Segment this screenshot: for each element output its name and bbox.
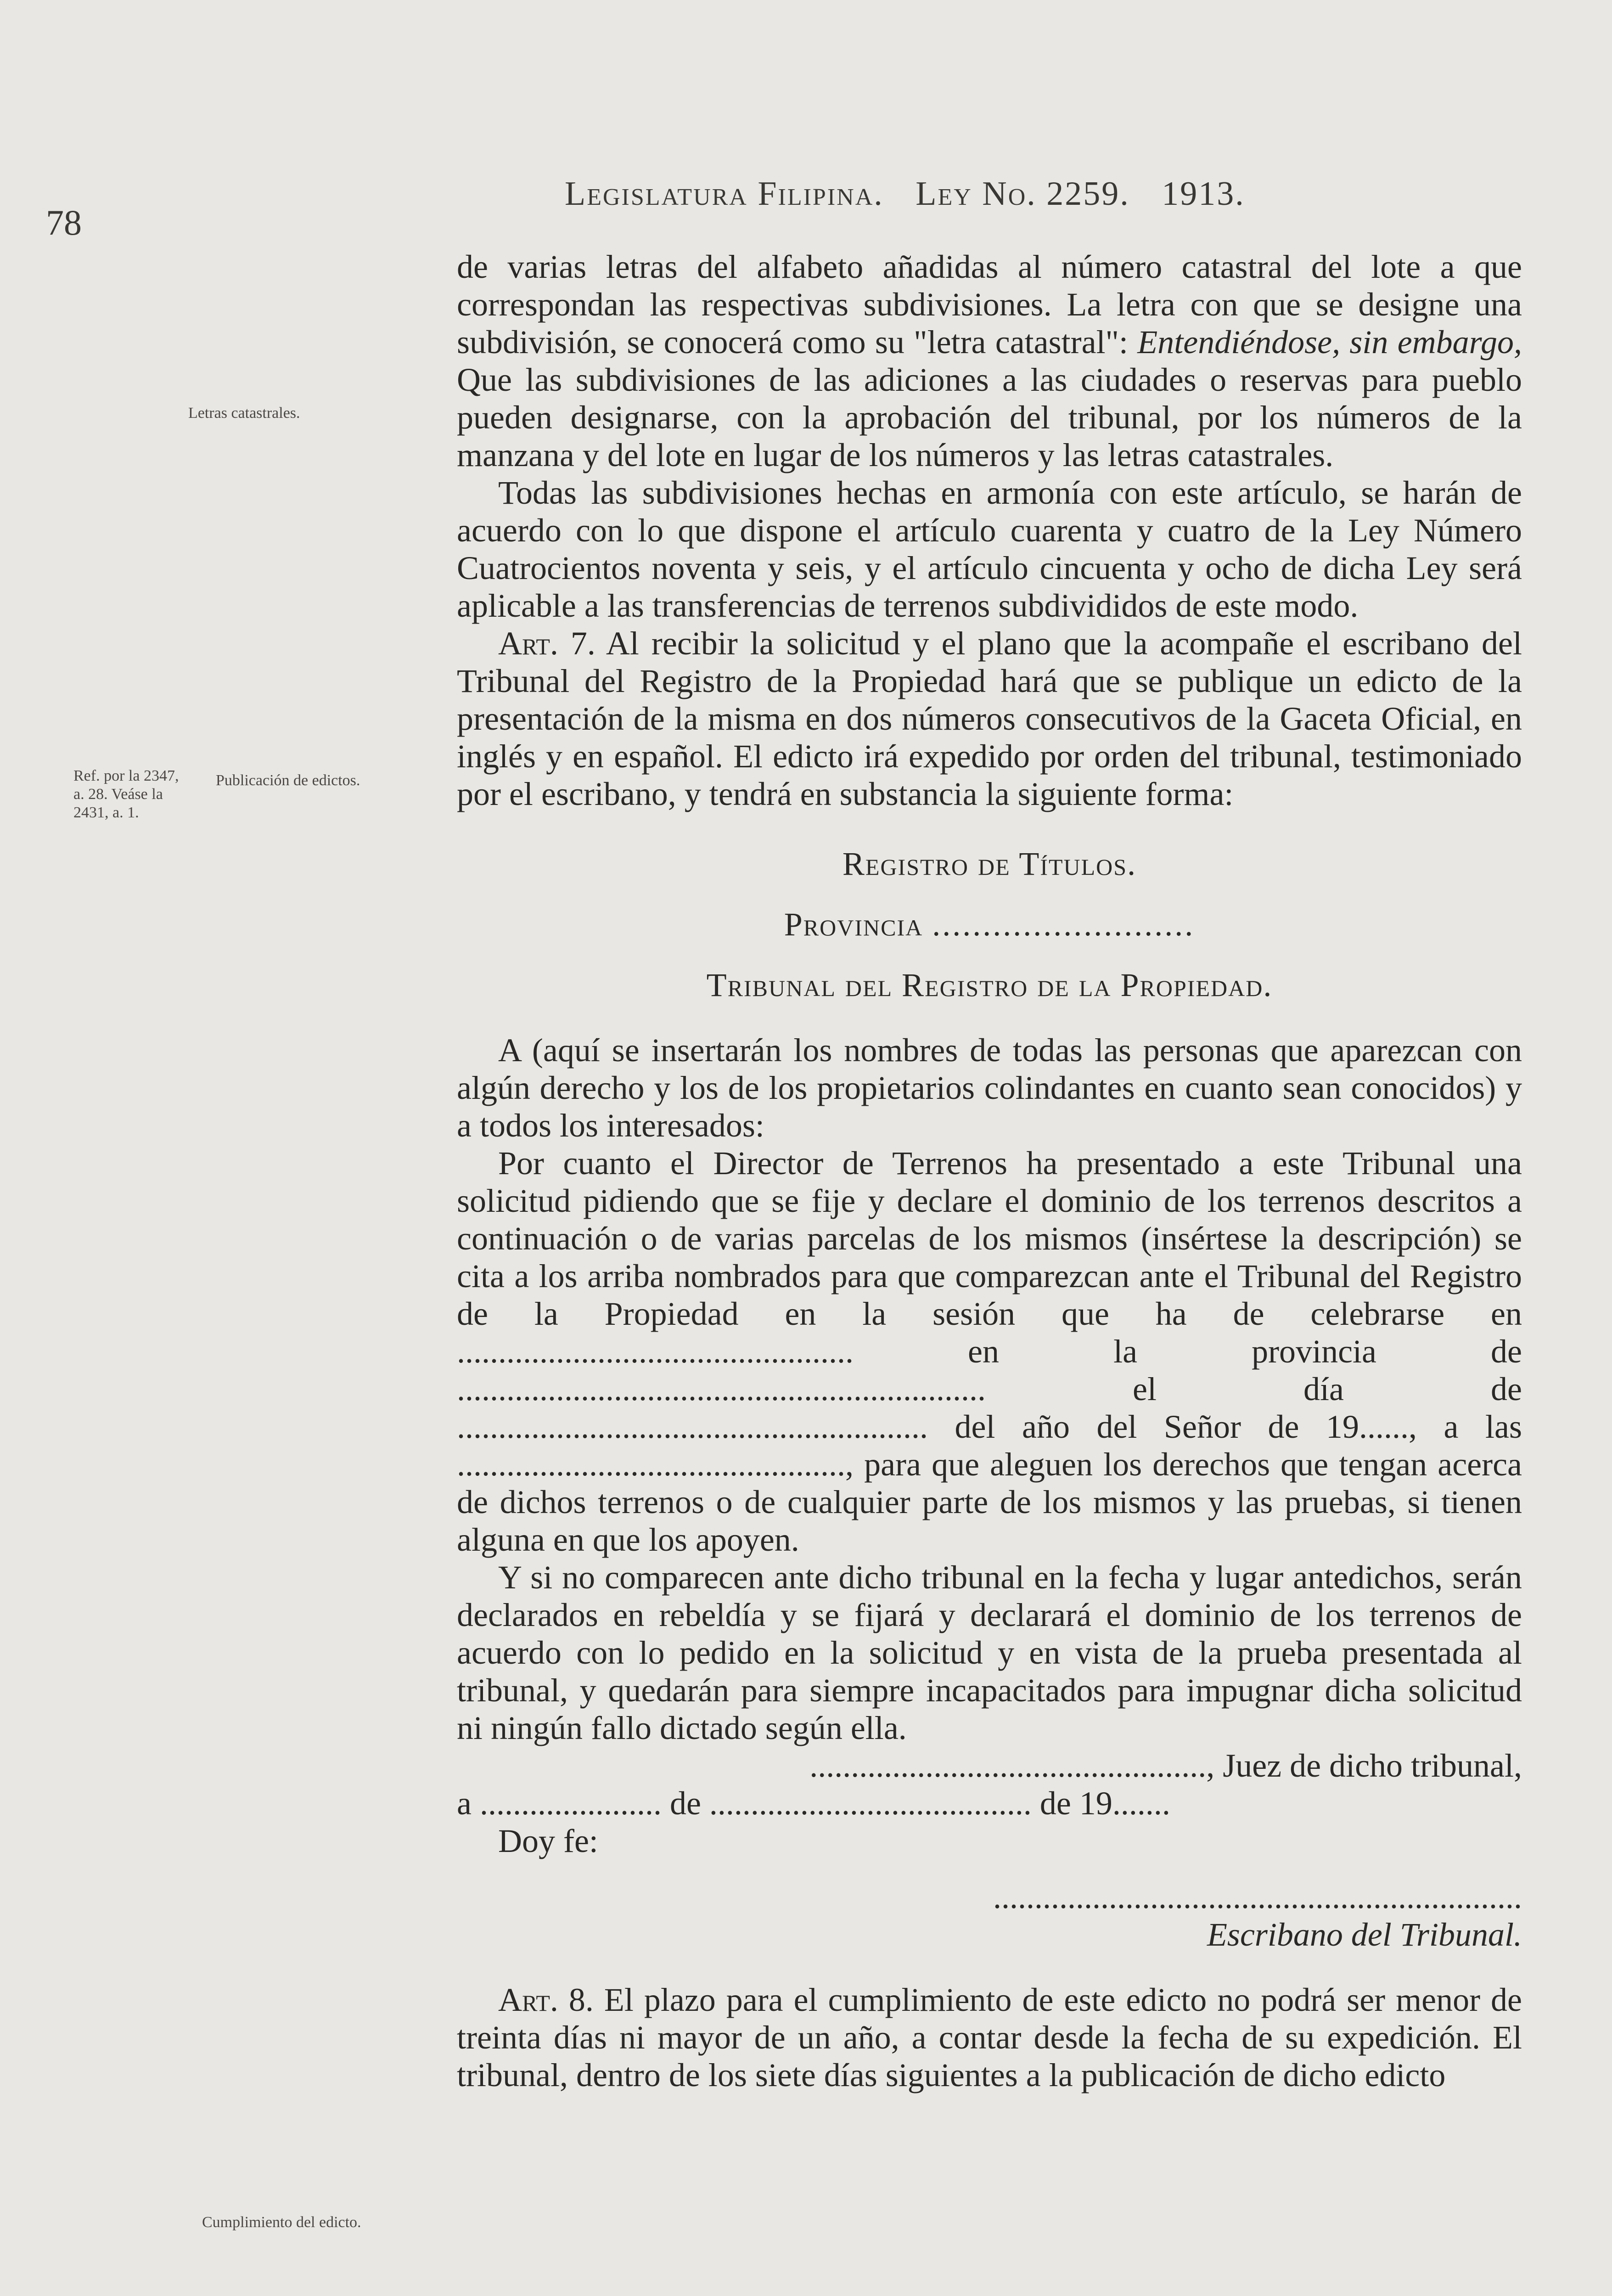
date-line: a ...................... de ....................................... de 19....... [457,1785,1170,1822]
paragraph-form-rebeldia: Y si no comparecen ante dicho tribunal en la fecha y lugar antedichos, serán declarados en rebeldía y se fijará y declarará el dominio de los terrenos de acuerdo con lo pedido en la solicitud y en vista de la prueba presentada al tribunal, y quedarán para siempre incapacitados para impugnar dicha solicitud ni ningún fallo dictado según ella. [457,1559,1522,1746]
paragraph-letras: de varias letras del alfabeto añadidas al número catastral del lote a que correspondan las respectivas subdivisiones. La letra con que se designe una subdivisión, se conocerá como su "letra catastral": Entendiéndose, sin embargo, Que las subdivisiones de las adiciones a las ciudades o reservas para pueblo pueden designarse, con la aprobación del tribunal, por los números de la manzana y del lote en lugar de los números y las letras catastrales. [457,248,1522,473]
running-head-year: 1913. [1162,175,1245,213]
margin-note-publicacion: Publicación de edictos. [216,772,360,789]
doy-fe: Doy fe: [498,1823,598,1859]
article-label: Art. 8. [498,1981,594,2018]
running-head-title: Legislatura Filipina. [565,175,884,213]
running-head [565,174,1267,214]
paragraph-art8: Art. 8. El plazo para el cumplimiento de este edicto no podrá ser menor de treinta días ni mayor de un año, a contar desde la fecha de su expedición. El tribunal, dentro de los siete días siguientes a la publicación de dicho edicto [457,1981,1522,2093]
page-number: 78 [46,203,82,242]
article-label: Art. 7. [498,625,595,662]
paragraph-subdivisiones: Todas las subdivisiones hechas en armonía con este artículo, se harán de acuerdo con lo que dispone el artículo cuarenta y cuatro de la Ley Número Cuatrocientos noventa y seis, y el artículo cincuenta y ocho de dicha Ley será aplicable a las transferencias de terrenos subdivididos de este modo. [457,474,1522,624]
margin-note-letras: Letras catastrales. [188,405,300,422]
signature-escribano-line: ................................................................ [993,1879,1522,1915]
proviso-emphasis: Entendiéndose, sin embargo, [1137,324,1522,360]
signature-juez: ................................................, Juez de dicho tribunal, [809,1747,1522,1784]
paragraph-art7: Art. 7. Al recibir la solicitud y el plano que la acompañe el escribano del Tribunal del Registro de la Propiedad hará que se publique un edicto de la presentación de la misma en dos números consecutivos de la Gaceta Oficial, en inglés y en español. El edicto irá expedido por orden del tribunal, testimoniado por el escribano, y tendrá en substancia la siguiente forma: [457,625,1522,812]
margin-note-ref: Ref. por la 2347, a. 28. Veáse la 2431, a. 1. [73,767,179,821]
heading-registro: Registro de Títulos. [842,845,1137,882]
running-head-law: Ley No. 2259. [916,175,1130,213]
paragraph-form-address: A (aquí se insertarán los nombres de todas las personas que aparezcan con algún derecho y los de los propietarios colindantes en cuanto sean conocidos) y a todos los interesados: [457,1032,1522,1144]
heading-tribunal: Tribunal del Registro de la Propiedad. [706,967,1273,1003]
signature-escribano: Escribano del Tribunal. [1207,1916,1522,1953]
heading-provincia: Provincia .......................... [784,906,1195,943]
paragraph-form-citation: Por cuanto el Director de Terrenos ha presentado a este Tribunal una solicitud pidiendo que se fije y declare el dominio de los terrenos descritos a continuación o de varias parcelas de los mismos (insértese la descripción) se cita a los arriba nombrados para que comparezcan ante el Tribunal del Registro de la Propiedad en la sesión que ha de celebrarse en ................................................ en la provincia de ................................................................ el día de ......................................................... del año del Señor de 19......, a las ..............................................., para que aleguen los derechos que tengan acerca de dichos terrenos o de cualquier parte de los mismos y las pruebas, si tienen alguna en que los apoyen. [457,1145,1522,1558]
margin-note-cumplimiento: Cumplimiento del edicto. [202,2214,361,2231]
body-text [457,248,1522,2094]
